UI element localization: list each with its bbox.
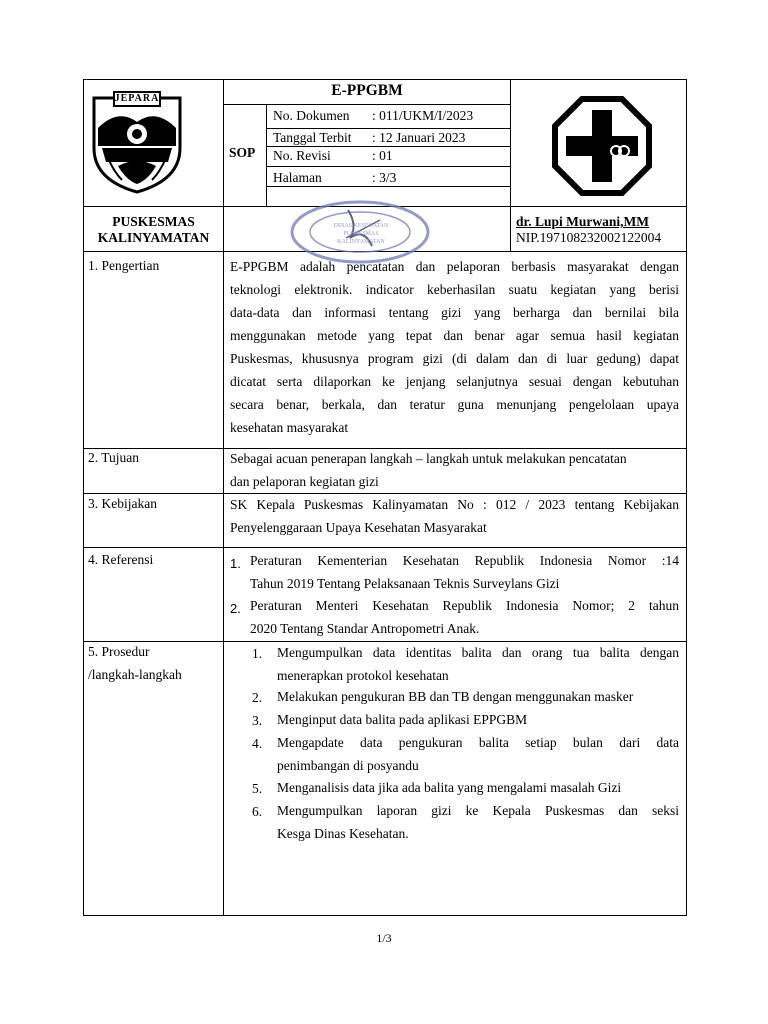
text-line: E-PPGBM adalah pencatatan dan pelaporan berbasis masyarakat dengan: [230, 259, 679, 274]
meta-value-no-revisi: : 01: [372, 148, 393, 163]
signer-nip: NIP.197108232002122004: [516, 230, 662, 245]
meta-label-tanggal-terbit: Tanggal Terbit: [273, 130, 352, 145]
meta-value-tanggal-terbit: : 12 Januari 2023: [372, 130, 466, 145]
list-item: [277, 799, 679, 845]
org-name-line1: PUSKESMAS: [112, 214, 195, 229]
text-line: penimbangan di posyandu: [277, 758, 419, 773]
list-item-number: 4.: [252, 736, 263, 751]
puskesmas-logo: [552, 96, 652, 196]
text-line: kesehatan masyarakat: [230, 420, 349, 435]
list-item: [277, 685, 679, 708]
text-line: Puskesmas, khususnya program gizi (di dalam dan di luar gedung) dapat: [230, 351, 679, 366]
list-item: [277, 708, 679, 731]
page-number: 1/3: [376, 931, 392, 945]
section-body-pengertian: [230, 255, 679, 439]
text-line: menggunakan metode yang tepat dan benar agar semua hasil kegiatan: [230, 328, 679, 343]
text-line: Mengapdate data pengukuran balita setiap bulan dari data: [277, 735, 679, 750]
text-line: menerapkan protokol kesehatan: [277, 668, 449, 683]
list-item-number: 2.: [252, 690, 263, 705]
text-line: Tahun 2019 Tentang Pelaksanaan Teknis Surveylans Gizi: [250, 576, 560, 591]
document-title: E-PPGBM: [331, 82, 403, 99]
text-line: Menginput data balita pada aplikasi EPPGBM: [277, 712, 528, 727]
section-label-tujuan: 2. Tujuan: [88, 450, 140, 465]
stamp-text: DINAS KESEHATAN PUSKESMAS KALINYAMATAN: [333, 223, 389, 245]
section-body-kebijakan: [230, 493, 679, 539]
text-line: dan pelaporan kegiatan gizi: [230, 474, 379, 489]
sop-label: SOP: [229, 145, 256, 160]
list-item-number: 1.: [230, 556, 241, 571]
list-item-number: 2.: [230, 601, 241, 616]
meta-value-halaman: : 3/3: [372, 170, 397, 185]
text-line: Melakukan pengukuran BB dan TB dengan menggunakan masker: [277, 689, 634, 704]
meta-value-no-dokumen: : 011/UKM/I/2023: [372, 108, 474, 123]
signer-name: dr. Lupi Murwani,MM: [516, 214, 650, 229]
section-label-prosedur-sub: /langkah-langkah: [88, 667, 182, 682]
list-item: [250, 549, 679, 595]
text-line: secara benar, berkala, dan teratur guna menunjang pengelolaan upaya: [230, 397, 679, 412]
text-line: Kesga Dinas Kesehatan.: [277, 826, 409, 841]
list-item-number: 1.: [252, 646, 263, 661]
list-item-number: 6.: [252, 804, 263, 819]
meta-label-no-revisi: No. Revisi: [273, 148, 331, 163]
section-body-tujuan: [230, 447, 679, 493]
section-label-pengertian: 1. Pengertian: [88, 258, 160, 273]
list-item-number: 5.: [252, 781, 263, 796]
meta-label-halaman: Halaman: [273, 170, 322, 185]
org-name-line2: KALINYAMATAN: [97, 230, 210, 245]
meta-label-no-dokumen: No. Dokumen: [273, 108, 350, 123]
text-line: teknologi elektronik. indicator keberhasilan suatu kegiatan yang berisi: [230, 282, 679, 297]
text-line: 2020 Tentang Standar Antropometri Anak.: [250, 621, 480, 636]
list-item: [277, 641, 679, 687]
list-item: [277, 776, 679, 799]
list-item: [250, 594, 679, 640]
text-line: Peraturan Menteri Kesehatan Republik Indonesia Nomor; 2 tahun: [250, 598, 679, 613]
text-line: dicatat serta dilaporkan ke jenjang selanjutnya sesuai dengan kebutuhan: [230, 374, 679, 389]
jepara-logo-text: JEPARA: [114, 93, 160, 104]
text-line: Mengumpulkan laporan gizi ke Kepala Puskesmas dan seksi: [277, 803, 679, 818]
text-line: Peraturan Kementerian Kesehatan Republik Indonesia Nomor :14: [250, 553, 679, 568]
text-line: Menganalisis data jika ada balita yang mengalami masalah Gizi: [277, 780, 622, 795]
list-item-number: 3.: [252, 713, 263, 728]
text-line: Penyelenggaraan Upaya Kesehatan Masyarakat: [230, 520, 487, 535]
section-label-kebijakan: 3. Kebijakan: [88, 496, 157, 511]
text-line: Sebagai acuan penerapan langkah – langkah untuk melakukan pencatatan: [230, 451, 627, 466]
text-line: data-data dan informasi tentang gizi yang berharga dan bernilai bila: [230, 305, 679, 320]
section-label-prosedur: 5. Prosedur: [88, 644, 150, 659]
list-item: [277, 731, 679, 777]
text-line: Mengumpulkan data identitas balita dan orang tua balita dengan: [277, 645, 679, 660]
jepara-logo: [88, 88, 186, 196]
text-line: SK Kepala Puskesmas Kalinyamatan No : 012 / 2023 tentang Kebijakan: [230, 497, 679, 512]
section-label-referensi: 4. Referensi: [88, 552, 154, 567]
